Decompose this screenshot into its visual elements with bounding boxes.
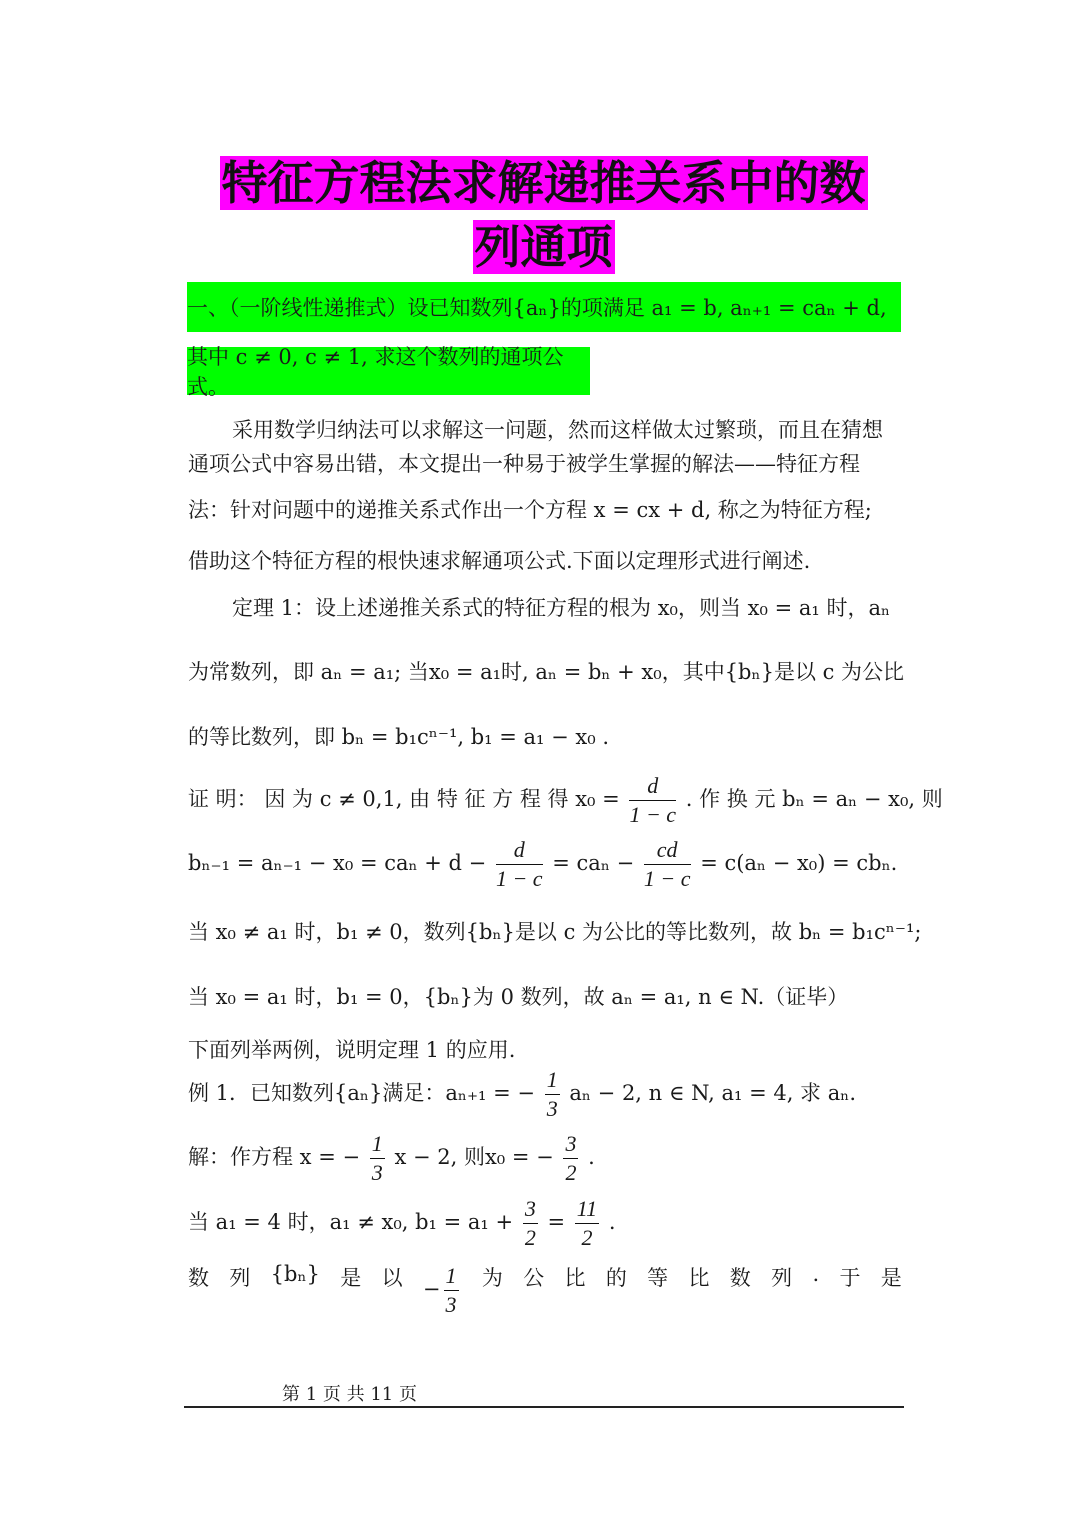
solution-text: x − 2, 则x₀ = − <box>394 1145 554 1169</box>
theorem-line: 的等比数列，即 bₙ = b₁cⁿ⁻¹, b₁ = a₁ − x₀ . <box>188 725 610 749</box>
equation-text: = caₙ − <box>552 851 635 875</box>
word: 列 <box>771 1266 793 1290</box>
word: 以 <box>381 1266 403 1290</box>
word: 的 <box>605 1266 627 1290</box>
solution-text: . <box>588 1145 595 1169</box>
fraction: $\frac{d}{1 - c}$ <box>495 837 543 891</box>
word: 于 <box>839 1266 861 1290</box>
proof-line <box>188 772 943 829</box>
equation-text: = c(aₙ − x₀) = cbₙ. <box>700 851 898 875</box>
word: . <box>812 1262 820 1286</box>
solution-line <box>188 1130 902 1187</box>
example-text: 例 1．已知数列{aₙ}满足：aₙ₊₁ = − <box>188 1081 536 1105</box>
word: 公 <box>523 1266 545 1290</box>
fraction: $\frac{cd}{1 - c}$ <box>643 837 691 891</box>
solution-line <box>188 1195 902 1252</box>
paragraph-line: 下面列举两例，说明定理 1 的应用. <box>188 1038 516 1062</box>
solution-line-justified <box>188 1262 902 1319</box>
word: {bₙ} <box>270 1262 320 1286</box>
fraction: $\frac{1}{3}$ <box>371 1131 383 1185</box>
highlighted-problem-line-1: 一、（一阶线性递推式）设已知数列{aₙ}的项满足 a₁ = b, aₙ₊₁ = caₙ + d, <box>187 282 901 332</box>
proof-line: 当 x₀ = a₁ 时，b₁ = 0，{bₙ}为 0 数列，故 aₙ = a₁, n ∈ N.（证毕） <box>188 985 849 1009</box>
paragraph-line: 法：针对问题中的递推关系式作出一个方程 x = cx + d, 称之为特征方程; <box>188 498 872 522</box>
word: 比 <box>564 1266 586 1290</box>
word: 比 <box>688 1266 710 1290</box>
word: 等 <box>647 1266 669 1290</box>
neg-fraction: − $\frac{1}{3}$ <box>422 1263 457 1317</box>
fraction: $\frac{d}{1 - c}$ <box>629 773 677 827</box>
theorem-line: 为常数列，即 aₙ = a₁; 当x₀ = a₁时, aₙ = bₙ + x₀，其中{bₙ}是以 c 为公比 <box>188 660 905 684</box>
highlighted-problem-line-2: 其中 c ≠ 0, c ≠ 1, 求这个数列的通项公式。 <box>187 347 590 395</box>
theorem-line: 定理 1：设上述递推关系式的特征方程的根为 x₀，则当 x₀ = a₁ 时，aₙ <box>232 596 891 620</box>
footer-divider <box>184 1406 904 1408</box>
proof-line: 当 x₀ ≠ a₁ 时，b₁ ≠ 0，数列{bₙ}是以 c 为公比的等比数列，故 bₙ = b₁cⁿ⁻¹; <box>188 920 922 944</box>
title-line-1: 特征方程法求解递推关系中的数 <box>221 156 866 210</box>
equation-text: bₙ₋₁ = aₙ₋₁ − x₀ = caₙ + d − <box>188 851 487 875</box>
solution-text: 当 a₁ = 4 时，a₁ ≠ x₀, b₁ = a₁ + <box>188 1210 514 1234</box>
paragraph-line: 采用数学归纳法可以求解这一问题，然而这样做太过繁琐，而且在猜想 <box>232 418 883 442</box>
fraction: $\frac{1}{3}$ <box>546 1067 558 1121</box>
solution-text: = <box>547 1210 566 1234</box>
fraction: $\frac{11}{2}$ <box>576 1196 598 1250</box>
proof-equation <box>188 836 902 893</box>
paragraph-line: 通项公式中容易出错，本文提出一种易于被学生掌握的解法——特征方程 <box>188 452 860 476</box>
paragraph-line: 借助这个特征方程的根快速求解通项公式.下面以定理形式进行阐述. <box>188 549 811 573</box>
proof-text: . 作 换 元 bₙ = aₙ − x₀, 则 <box>685 787 943 811</box>
title-line-2: 列通项 <box>474 220 613 274</box>
word: 是 <box>880 1266 902 1290</box>
solution-text: 解：作方程 x = − <box>188 1145 361 1169</box>
example-text: aₙ − 2, n ∈ N, a₁ = 4, 求 aₙ. <box>569 1081 857 1105</box>
solution-text: . <box>608 1210 616 1234</box>
fraction: $\frac{3}{2}$ <box>524 1196 536 1250</box>
fraction: $\frac{1}{3}$ <box>445 1263 457 1317</box>
proof-text: 证 明： 因 为 c ≠ 0,1, 由 特 征 方 程 得 x₀ = <box>188 787 620 811</box>
word: 是 <box>340 1266 362 1290</box>
example-line <box>188 1066 902 1123</box>
page-number-footer: 第 1 页 共 11 页 <box>282 1384 417 1405</box>
word: 数 <box>188 1266 209 1290</box>
fraction: $\frac{3}{2}$ <box>565 1131 577 1185</box>
word: 为 <box>481 1266 503 1290</box>
word: 数 <box>729 1266 751 1290</box>
word: 列 <box>229 1266 251 1290</box>
